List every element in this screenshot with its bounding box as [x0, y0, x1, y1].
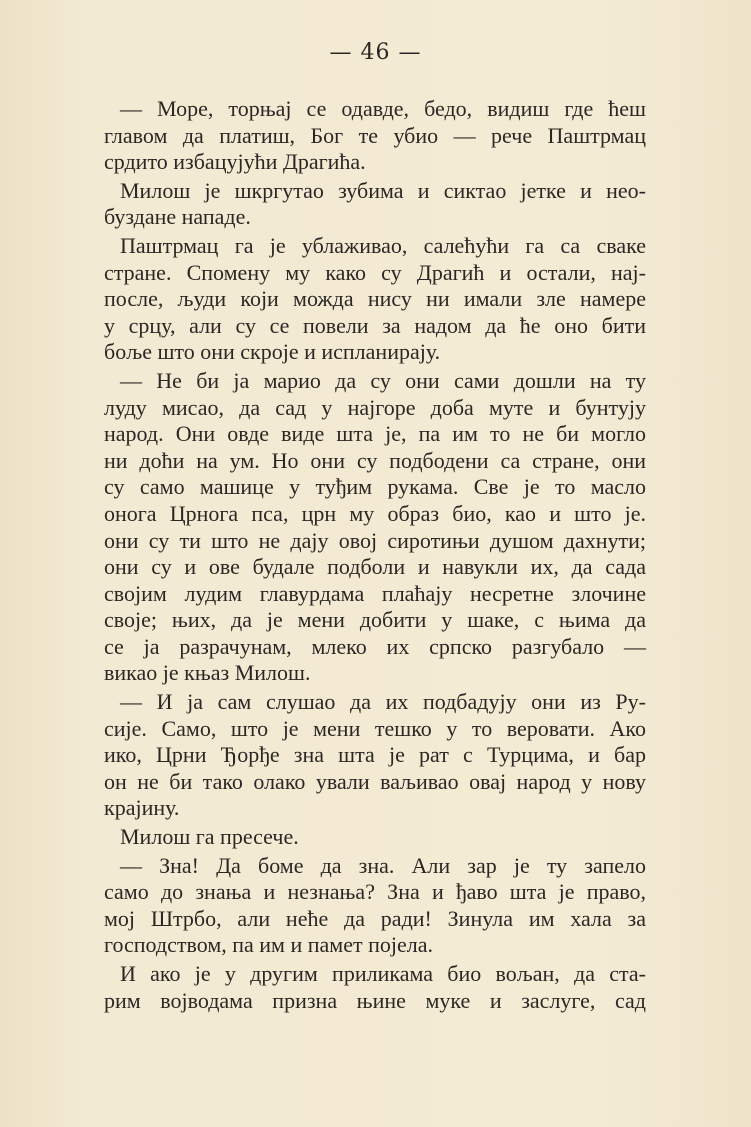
text-line: они су ти што не дају овој сиротињи душом дахнути; [104, 527, 646, 553]
text-line: сије. Само, што је мени тешко у то веровати. Ако [104, 715, 646, 741]
text-line: буздане нападе. [104, 204, 251, 230]
text-line: народ. Они овде виде шта је, па им то не би могло [104, 421, 646, 447]
paragraph-3 [104, 233, 646, 366]
text-line: рим војводама призна њине муке и заслуге, сад [104, 987, 646, 1013]
text-line: крајину. [104, 795, 180, 821]
text-line: мој Штрбо, али неће да ради! Зинула им хала за [104, 905, 646, 931]
text-line: господством, па им и памет појела. [104, 932, 433, 958]
text-line: Милош је шкргутао зубима и сиктао јетке и нео- [120, 177, 646, 203]
text-line: главом да платиш, Бог те убио — рече Паштрмац [104, 122, 646, 148]
paragraph-6 [104, 824, 646, 851]
text-line: су само машице у туђим рукама. Све је то масло [104, 474, 646, 500]
text-line: викао је књаз Милош. [104, 660, 311, 686]
paragraph-2 [104, 178, 646, 231]
text-line: своје; њих, да је мени добити у шаке, с њима да [104, 607, 646, 633]
text-line: после, људи који можда нису ни имали зле намере [104, 286, 646, 312]
text-line: — И ја сам слушао да их подбадују они из Ру- [120, 689, 646, 715]
paragraph-7 [104, 853, 646, 959]
text-line: они су и ове будале подболи и навукли их, да сада [104, 554, 646, 580]
paragraph-8 [104, 961, 646, 1014]
text-line: онога Црнога пса, црн му образ био, као и што је. [104, 500, 646, 526]
page-number: — 46 — [329, 40, 422, 65]
text-line: стране. Спомену му како су Драгић и остали, нај- [104, 259, 646, 285]
body-text [104, 96, 646, 1016]
text-line: ико, Црни Ђорђе зна шта је рат с Турцима, и бар [104, 742, 646, 768]
text-line: срдито избацујући Драгића. [104, 149, 366, 175]
text-line: он не би тако олако ували ваљивао овај народ у нову [104, 768, 646, 794]
text-line: боље што они скроје и испланирају. [104, 339, 441, 365]
paragraph-1 [104, 96, 646, 176]
text-line: И ако је у другим приликама био вољан, да ста- [120, 961, 646, 986]
text-line: Милош га пресече. [120, 824, 299, 850]
text-line: — Зна! Да боме да зна. Али зар је ту запело [120, 852, 646, 878]
text-line: својим лудим главурдама плаћају несретне злочине [104, 580, 646, 606]
paragraph-5 [104, 689, 646, 822]
text-line: се ја разрачунам, млеко их српско разгубало — [104, 633, 646, 659]
text-line: — Не би ја марио да су они сами дошли на ту [120, 367, 646, 393]
text-line: ни доћи на ум. Но они су подбодени са стране, они [104, 447, 646, 473]
paragraph-4 [104, 368, 646, 687]
text-line: у срцу, али су се повели за надом да ће оно бити [104, 312, 646, 338]
text-line: луду мисао, да сад у најгоре доба муте и бунтују [104, 394, 646, 420]
text-line: само до знања и незнања? Зна и ђаво шта је право, [104, 879, 646, 905]
text-line: Паштрмац га је ублаживао, салећући га са сваке [120, 232, 646, 258]
text-line: — Море, торњај се одавде, бедо, видиш где ћеш [120, 96, 646, 121]
